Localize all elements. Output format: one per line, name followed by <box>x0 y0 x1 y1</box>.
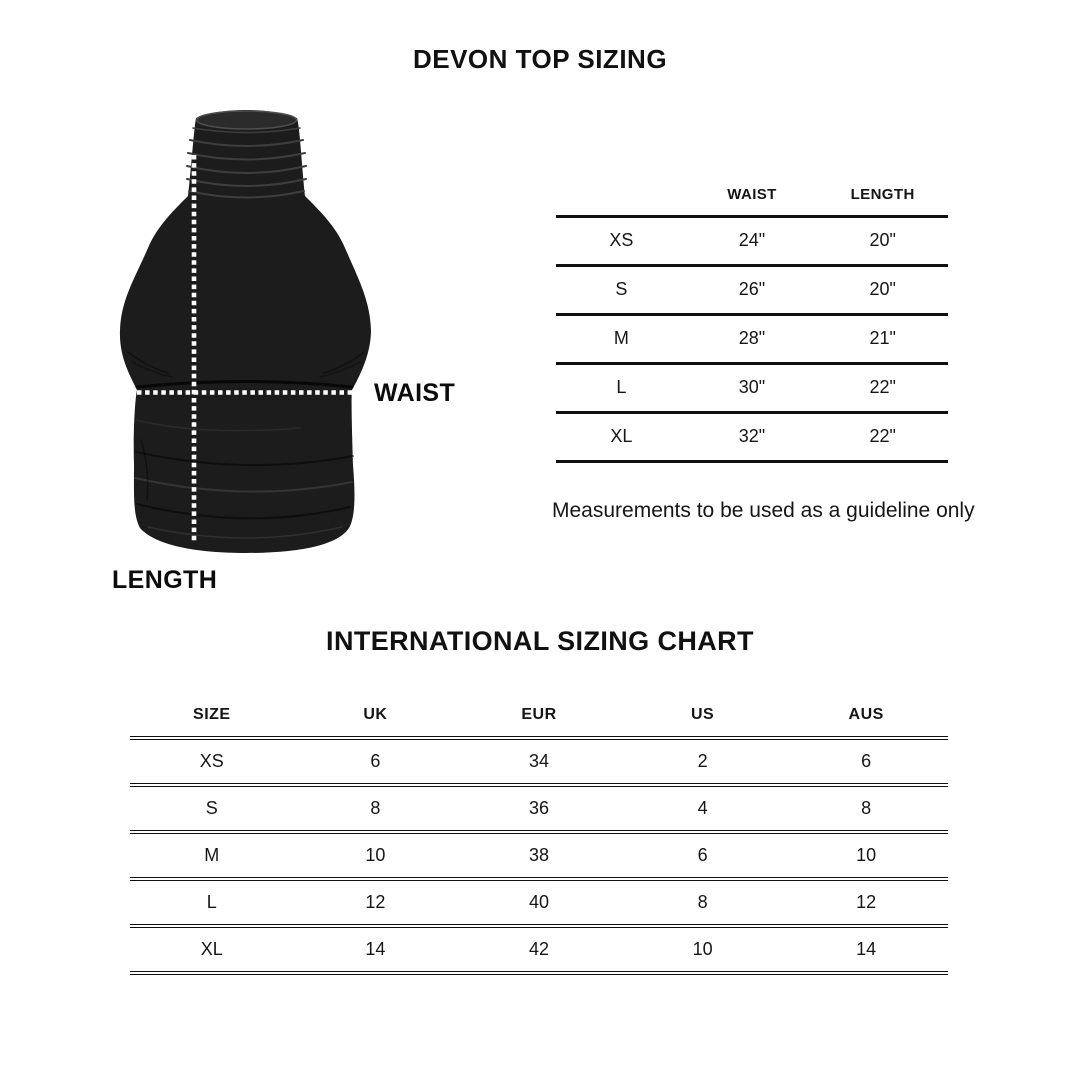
page-title: DEVON TOP SIZING <box>412 44 668 74</box>
table-row <box>130 926 948 973</box>
table-cell: 36 <box>528 798 549 818</box>
table-cell: 6 <box>697 845 708 865</box>
table-cell: M <box>613 328 629 348</box>
table-cell: L <box>206 892 217 912</box>
table-cell: 24" <box>738 230 766 250</box>
table-cell: 12 <box>856 892 877 912</box>
table-row <box>130 738 948 785</box>
garment-illustration <box>90 105 410 565</box>
table-cell: 4 <box>697 798 708 818</box>
international-table-body <box>130 738 948 973</box>
column-header: WAIST <box>727 185 777 203</box>
table-row <box>556 265 948 314</box>
table-cell: XL <box>200 939 223 959</box>
table-row <box>130 785 948 832</box>
column-header: US <box>690 706 715 723</box>
column-header <box>556 174 687 216</box>
table-cell: 22" <box>869 426 896 446</box>
table-cell: 38 <box>528 845 549 865</box>
table-cell: 22" <box>869 377 896 397</box>
table-cell: 20" <box>869 230 896 250</box>
table-cell: 20" <box>869 279 896 299</box>
international-sizing-table <box>130 694 948 975</box>
waist-measurement-label: WAIST <box>374 379 456 407</box>
table-row <box>556 363 948 412</box>
guideline-note: Measurements to be used as a guideline only <box>552 499 975 522</box>
measurement-table <box>556 174 948 463</box>
table-cell: 8 <box>861 798 872 818</box>
column-header: SIZE <box>193 706 231 723</box>
table-cell: XL <box>610 426 633 446</box>
table-cell: 14 <box>365 939 386 959</box>
international-sizing-title: INTERNATIONAL SIZING CHART <box>326 626 754 656</box>
table-cell: 28" <box>738 328 766 348</box>
garment-diagram <box>0 0 480 620</box>
column-header: EUR <box>521 706 557 723</box>
measurement-table-header <box>556 174 948 216</box>
length-measurement-label: LENGTH <box>112 566 218 594</box>
collar-opening <box>197 111 297 129</box>
table-cell: 8 <box>370 798 381 818</box>
header-row <box>556 174 948 216</box>
table-cell: S <box>205 798 218 818</box>
garment-silhouette <box>120 110 371 553</box>
table-cell: M <box>204 845 220 865</box>
table-cell: 10 <box>856 845 877 865</box>
table-cell: 21" <box>869 328 896 348</box>
international-table-header <box>130 694 948 738</box>
table-cell: 2 <box>697 751 708 771</box>
table-row <box>556 216 948 265</box>
table-row <box>556 412 948 461</box>
column-header: UK <box>363 706 388 723</box>
table-cell: L <box>616 377 627 397</box>
table-cell: 30" <box>738 377 766 397</box>
table-row <box>130 879 948 926</box>
measurement-table-body <box>556 216 948 461</box>
table-cell: 40 <box>528 892 549 912</box>
table-cell: XS <box>199 751 224 771</box>
table-cell: 32" <box>738 426 766 446</box>
table-cell: 34 <box>528 751 549 771</box>
table-cell: 10 <box>365 845 386 865</box>
table-cell: 14 <box>856 939 877 959</box>
table-row <box>130 832 948 879</box>
table-row <box>556 314 948 363</box>
header-row <box>130 694 948 738</box>
table-cell: XS <box>609 230 634 250</box>
column-header: LENGTH <box>850 185 915 203</box>
column-header: AUS <box>848 706 884 723</box>
table-cell: 26" <box>738 279 766 299</box>
table-cell: 6 <box>370 751 381 771</box>
table-cell: 12 <box>365 892 386 912</box>
table-cell: 42 <box>528 939 549 959</box>
table-cell: 8 <box>697 892 708 912</box>
table-cell: 10 <box>692 939 713 959</box>
table-cell: 6 <box>861 751 872 771</box>
table-cell: S <box>615 279 628 299</box>
